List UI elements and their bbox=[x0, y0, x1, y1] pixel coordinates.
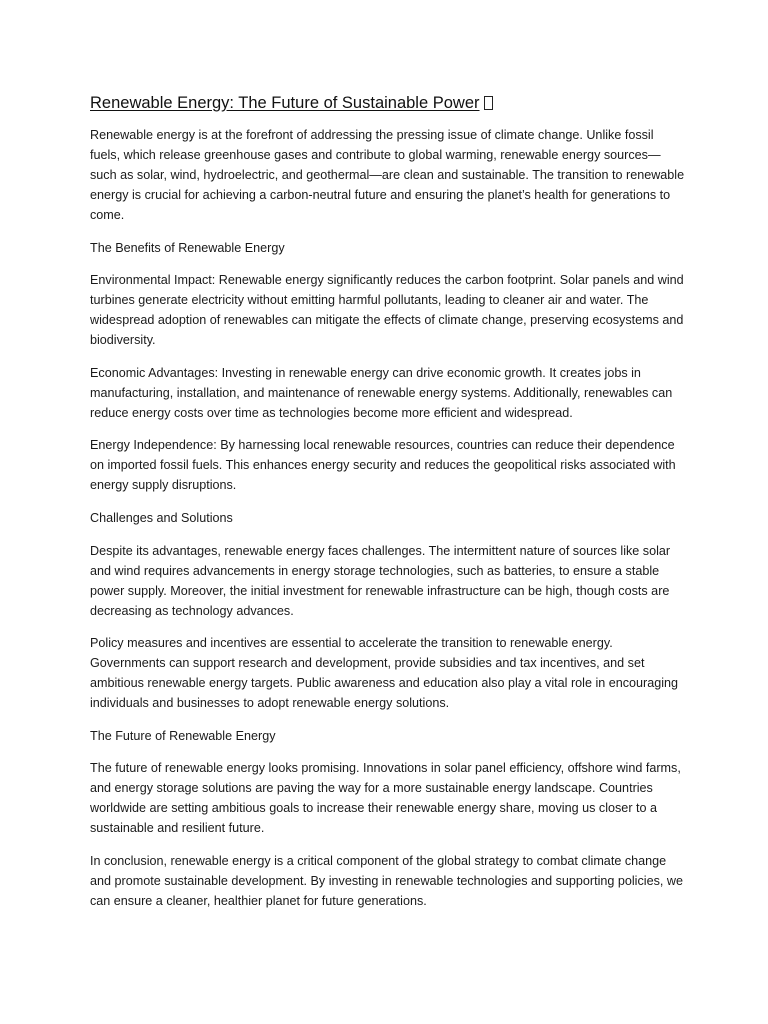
document-page bbox=[90, 92, 686, 924]
paragraph-environmental-impact: Environmental Impact: Renewable energy significantly reduces the carbon footprint. Solar panels and wind turbines generate electricity without emitting harmful pollutants, leading to cleaner air and water. The widespread adoption of renewables can mitigate the effects of climate change, preserving ecosystems and biodiversity. bbox=[90, 273, 684, 348]
paragraph-energy-independence: Energy Independence: By harnessing local renewable resources, countries can reduce their dependence on imported fossil fuels. This enhances energy security and reduces the geopolitical risks associated with energy supply disruptions. bbox=[90, 438, 676, 493]
intro-paragraph: Renewable energy is at the forefront of addressing the pressing issue of climate change. Unlike fossil fuels, which release greenhouse gases and contribute to global warming, renewable energy sources—such as solar, wind, hydroelectric, and geothermal—are clean and sustainable. The transition to renewable energy is crucial for achieving a carbon-neutral future and ensuring the planet’s health for generations to come. bbox=[90, 128, 685, 222]
missing-glyph-icon bbox=[484, 96, 493, 110]
paragraph-future-outlook: The future of renewable energy looks promising. Innovations in solar panel efficiency, offshore wind farms, and energy storage solutions are paving the way for a more sustainable energy landscape. Countries worldwide are setting ambitious goals to increase their renewable energy share, moving us closer to a sustainable and resilient future. bbox=[90, 761, 681, 836]
paragraph-policy-measures: Policy measures and incentives are essential to accelerate the transition to renewable energy. Governments can support research and development, provide subsidies and tax incentives, and set ambitious renewable energy targets. Public awareness and education also play a vital role in encouraging individuals and businesses to adopt renewable energy solutions. bbox=[90, 636, 679, 711]
paragraph-economic-advantages: Economic Advantages: Investing in renewable energy can drive economic growth. It creates jobs in manufacturing, installation, and maintenance of renewable energy systems. Additionally, renewables can reduce energy costs over time as technologies become more efficient and widespread. bbox=[90, 365, 673, 420]
paragraph-conclusion: In conclusion, renewable energy is a critical component of the global strategy to combat climate change and promote sustainable development. By investing in renewable technologies and supporting policies, we can ensure a cleaner, healthier planet for future generations. bbox=[90, 853, 683, 908]
section-heading-future: The Future of Renewable Energy bbox=[90, 728, 276, 743]
document-title-text: Renewable Energy: The Future of Sustainable Power bbox=[90, 94, 480, 112]
section-heading-benefits: The Benefits of Renewable Energy bbox=[90, 240, 285, 255]
paragraph-challenges: Despite its advantages, renewable energy faces challenges. The intermittent nature of sources like solar and wind requires advancements in energy storage technologies, such as batteries, to ensure a stable power supply. Moreover, the initial investment for renewable infrastructure can be high, though costs are decreasing as technology advances. bbox=[90, 543, 671, 618]
document-title bbox=[90, 92, 686, 114]
section-heading-challenges: Challenges and Solutions bbox=[90, 510, 233, 525]
